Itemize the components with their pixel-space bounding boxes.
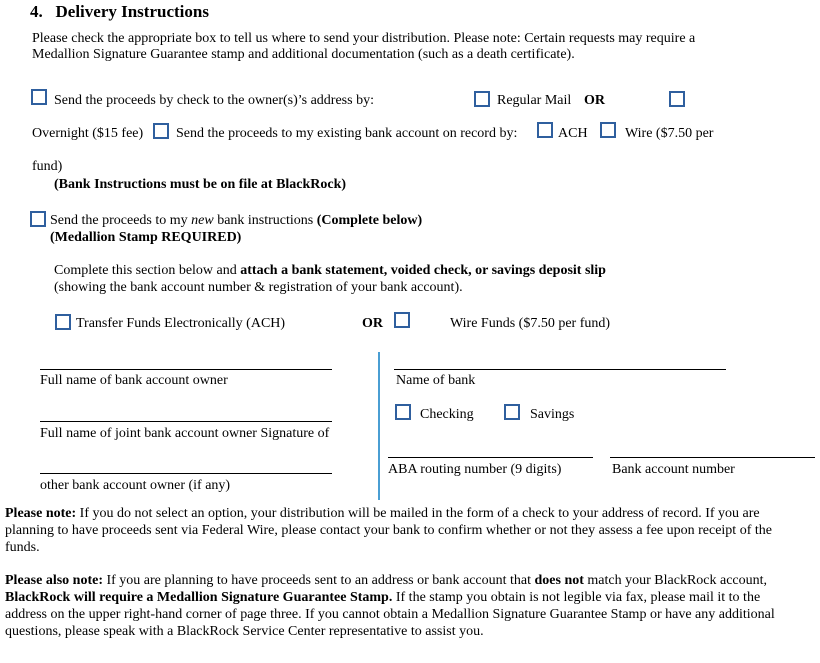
column-divider (378, 352, 380, 500)
intro-line-1: Please check the appropriate box to tell us where to send your distribution. Please note: Certain requests may require a (32, 31, 696, 46)
check-by-mail-label: Send the proceeds by check to the owner(s)’s address by: (54, 93, 374, 108)
account-number-line[interactable] (610, 457, 815, 458)
wire-checkbox[interactable] (600, 122, 616, 138)
bank-on-file-note: (Bank Instructions must be on file at BlackRock) (54, 177, 347, 192)
complete-section-line-1: Complete this section below and attach a bank statement, voided check, or savings deposit slip (54, 263, 606, 278)
aba-routing-line[interactable] (388, 457, 593, 458)
section-heading (30, 2, 209, 22)
aba-routing-label: ABA routing number (9 digits) (388, 462, 562, 477)
owner-name-label: Full name of bank account owner (40, 373, 228, 388)
wire-label: Wire ($7.50 per (625, 126, 714, 141)
ach-label: ACH (558, 126, 588, 141)
regular-mail-checkbox[interactable] (474, 91, 490, 107)
please-note-paragraph: Please note: If you do not select an option, your distribution will be mailed in the form of a check to your address of record. If you are planning to have proceeds sent via Federal Wire, please contact your bank to confirm whether or not they assess a fee upon receipt of the funds. (5, 506, 772, 555)
checking-checkbox[interactable] (395, 404, 411, 420)
other-owner-label: other bank account owner (if any) (40, 478, 231, 493)
bank-name-line[interactable] (394, 369, 726, 370)
bank-name-label: Name of bank (396, 373, 476, 388)
ach-checkbox[interactable] (537, 122, 553, 138)
new-bank-checkbox[interactable] (30, 211, 46, 227)
new-bank-label: Send the proceeds to my new bank instructions (Complete below) (50, 213, 423, 228)
joint-owner-line[interactable] (40, 421, 332, 422)
section-title: Delivery Instructions (55, 2, 209, 21)
wire-label-continued: fund) (32, 159, 63, 174)
wire-funds-label: Wire Funds ($7.50 per fund) (450, 316, 611, 331)
or-label-mail: OR (584, 93, 605, 108)
checking-label: Checking (420, 407, 474, 422)
savings-checkbox[interactable] (504, 404, 520, 420)
signature-line[interactable] (40, 473, 332, 474)
or-label-transfer: OR (362, 316, 383, 331)
section-number: 4. (30, 2, 43, 21)
transfer-ach-checkbox[interactable] (55, 314, 71, 330)
account-number-label: Bank account number (612, 462, 735, 477)
regular-mail-label: Regular Mail (497, 93, 572, 108)
savings-label: Savings (530, 407, 575, 422)
overnight-checkbox[interactable] (669, 91, 685, 107)
existing-bank-label: Send the proceeds to my existing bank account on record by: (176, 126, 518, 141)
medallion-required-note: (Medallion Stamp REQUIRED) (50, 230, 242, 245)
existing-bank-checkbox[interactable] (153, 123, 169, 139)
overnight-label: Overnight ($15 fee) (32, 126, 144, 141)
transfer-ach-label: Transfer Funds Electronically (ACH) (76, 316, 286, 331)
complete-section-line-2: (showing the bank account number & registration of your bank account). (54, 280, 463, 295)
please-also-note-paragraph: Please also note: If you are planning to have proceeds sent to an address or bank account that does not match your BlackRock account, BlackRock will require a Medallion Signature Guarantee Stamp. If the stamp you obtain is not legible via fax, please mail it to the address on the upper right-hand corner of page three. If you cannot obtain a Medallion Signature Guarantee Stamp or have any additional questions, please speak with a BlackRock Service Center representative to assist you. (5, 573, 775, 639)
owner-name-line[interactable] (40, 369, 332, 370)
check-by-mail-checkbox[interactable] (31, 89, 47, 105)
wire-funds-checkbox[interactable] (394, 312, 410, 328)
intro-line-2: Medallion Signature Guarantee stamp and additional documentation (such as a death certificate). (32, 47, 575, 62)
joint-owner-label: Full name of joint bank account owner Signature of (40, 426, 330, 441)
